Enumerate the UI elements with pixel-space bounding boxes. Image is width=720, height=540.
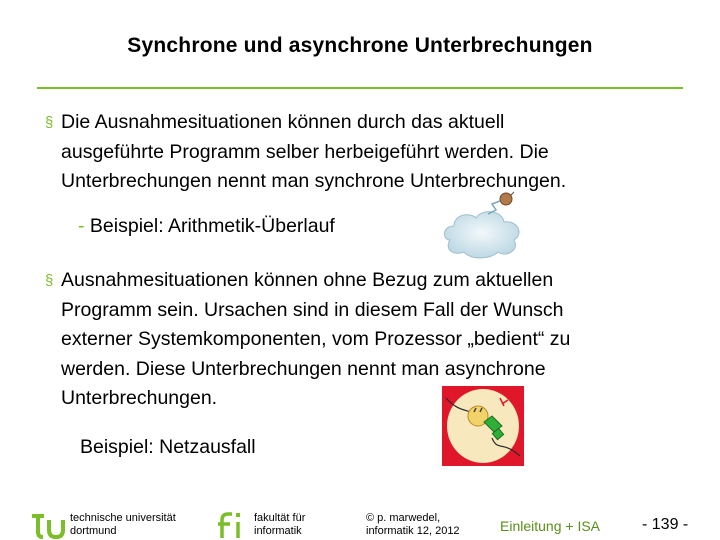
paragraph-asynchronous	[45, 266, 695, 414]
tu-logo-icon	[30, 510, 66, 540]
paragraph-line: ausgeführte Programm selber herbeigeführt werden. Die	[61, 140, 549, 163]
copyright-line: © p. marwedel,	[366, 512, 441, 524]
paragraph-line: Ausnahmesituationen können ohne Bezug zum aktuellen	[61, 269, 554, 291]
dash-marker: -	[78, 215, 85, 237]
power-plug-clipart-icon	[442, 386, 524, 466]
footer	[0, 498, 720, 540]
tu-line: technische universität	[70, 512, 176, 524]
title-divider	[37, 87, 683, 89]
bullet-icon: §	[45, 272, 54, 289]
paragraph-line: Programm sein. Ursachen sind in diesem Fall der Wunsch	[61, 298, 564, 321]
example-arithmetic	[78, 215, 335, 238]
faculty-name	[254, 512, 305, 538]
paragraph-line: externer Systemkomponenten, vom Prozessor „bedient“ zu	[61, 328, 571, 350]
fi-logo-icon	[216, 510, 246, 540]
cloud-clipart-icon	[440, 188, 530, 266]
copyright-line: informatik 12, 2012	[366, 525, 460, 537]
example-text: Beispiel: Arithmetik-Überlauf	[89, 215, 335, 237]
tu-line: dortmund	[70, 525, 117, 537]
faculty-line: fakultät für	[254, 512, 306, 524]
bullet-icon: §	[45, 114, 54, 131]
copyright	[366, 512, 460, 538]
paragraph-synchronous	[45, 108, 685, 197]
paragraph-line: werden. Diese Unterbrechungen nennt man asynchrone	[61, 357, 546, 380]
tu-name	[70, 512, 176, 538]
example-power-failure: Beispiel: Netzausfall	[80, 436, 256, 458]
page-number: - 139 -	[642, 516, 689, 533]
slide-title: Synchrone und asynchrone Unterbrechungen	[127, 34, 593, 57]
paragraph-line: Unterbrechungen.	[61, 387, 218, 409]
paragraph-line: Unterbrechungen nennt man synchrone Unterbrechungen.	[61, 170, 567, 192]
faculty-line: informatik	[254, 525, 302, 537]
course-title: Einleitung + ISA	[500, 518, 601, 534]
paragraph-line: Die Ausnahmesituationen können durch das aktuell	[61, 111, 505, 133]
